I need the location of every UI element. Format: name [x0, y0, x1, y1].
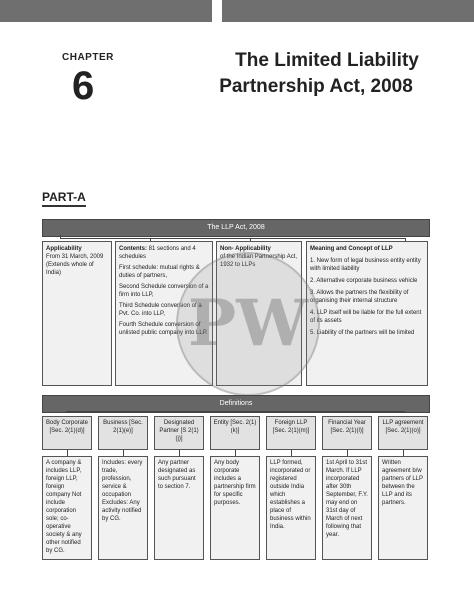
- definition-heading: Designated Partner [S 2(1)(j)]: [154, 416, 204, 450]
- applicability-box: [42, 241, 112, 386]
- applicability-text: From 31 March, 2009 (Extends whole of India): [46, 254, 104, 276]
- definition-detail: Includes: every trade, profession, service & occupation Excludes: Any activity notified by CG.: [98, 456, 148, 560]
- applicability-heading: Applicability: [46, 246, 82, 252]
- non-applicability-heading: Non- Applicability: [220, 246, 271, 252]
- definition-detail: A company & includes LLP, foreign LLP, foreign company Not include corporation sole; co-operative society & any other notified by CG.: [42, 456, 92, 560]
- definition-heading: Body Corporate [Sec. 2(1)(d)]: [42, 416, 92, 450]
- chapter-label: CHAPTER: [62, 52, 114, 63]
- contents-item: Third Schedule conversion of a Pvt. Co. into LLP,: [119, 303, 202, 317]
- contents-item: Second Schedule conversion of a firm into LLP,: [119, 284, 209, 298]
- watermark-text: PW: [188, 286, 308, 361]
- meaning-item: 4. LLP itself will be liable for the full extent of its assets: [310, 310, 422, 324]
- definition-detail: Any partner designated as such pursuant to section 7.: [154, 456, 204, 560]
- chapter-title-line1: The Limited Liability: [235, 50, 419, 71]
- meaning-box: [306, 241, 428, 386]
- contents-heading-rest: 81 sections and 4 schedules: [119, 246, 196, 260]
- definition-heading: LLP agreement [Sec. 2(1)(o)]: [378, 416, 428, 450]
- meaning-item: 2. Alternative corporate business vehicle: [310, 278, 418, 284]
- meaning-item: 5. Liability of the partners will be limited: [310, 330, 415, 336]
- chapter-title-line2: Partnership Act, 2008: [219, 76, 413, 97]
- definition-detail: Any body corporate includes a partnership firm for specific purposes.: [210, 456, 260, 560]
- part-label: PART-A: [42, 190, 86, 207]
- definition-detail: 1st April to 31st March. If LLP incorporated after 30th September, F.Y. may end on 31st day of March of next following that year.: [322, 456, 372, 560]
- definition-detail: Written agreement b/w partners of LLP between the LLP and its partners.: [378, 456, 428, 560]
- definition-heading: Foreign LLP [Sec. 2(1)(m)]: [266, 416, 316, 450]
- contents-item: First schedule: mutual rights & duties of partners,: [119, 265, 200, 279]
- non-applicability-text: of the Indian Partnership Act, 1932 to LLPs: [220, 254, 298, 268]
- definition-detail: LLP formed, incorporated or registered outside India which establishes a place of business within India.: [266, 456, 316, 560]
- contents-item: Fourth Schedule conversion of unlisted public company into LLP.: [119, 322, 208, 336]
- header-bar-right: [222, 0, 474, 22]
- definition-heading: Business [Sec. 2(1)(e)]: [98, 416, 148, 450]
- definition-heading: Entity [Sec. 2(1)(k)]: [210, 416, 260, 450]
- definitions-band: Definitions: [42, 395, 430, 413]
- act-band: The LLP Act, 2008: [42, 219, 430, 237]
- header-bar-left: [0, 0, 212, 22]
- connector: [66, 411, 405, 412]
- connector: [60, 238, 406, 239]
- meaning-item: 1. New form of legal business entity entity with limited liability: [310, 258, 421, 272]
- meaning-heading: Meaning and Concept of LLP: [310, 246, 393, 252]
- contents-heading: Contents:: [119, 246, 147, 252]
- watermark-logo: [176, 252, 320, 396]
- chapter-number: 6: [72, 64, 95, 108]
- meaning-item: 3. Allows the partners the flexibility of organising their internal structure: [310, 290, 409, 304]
- definition-heading: Financial Year [Sec. 2(1)(l)]: [322, 416, 372, 450]
